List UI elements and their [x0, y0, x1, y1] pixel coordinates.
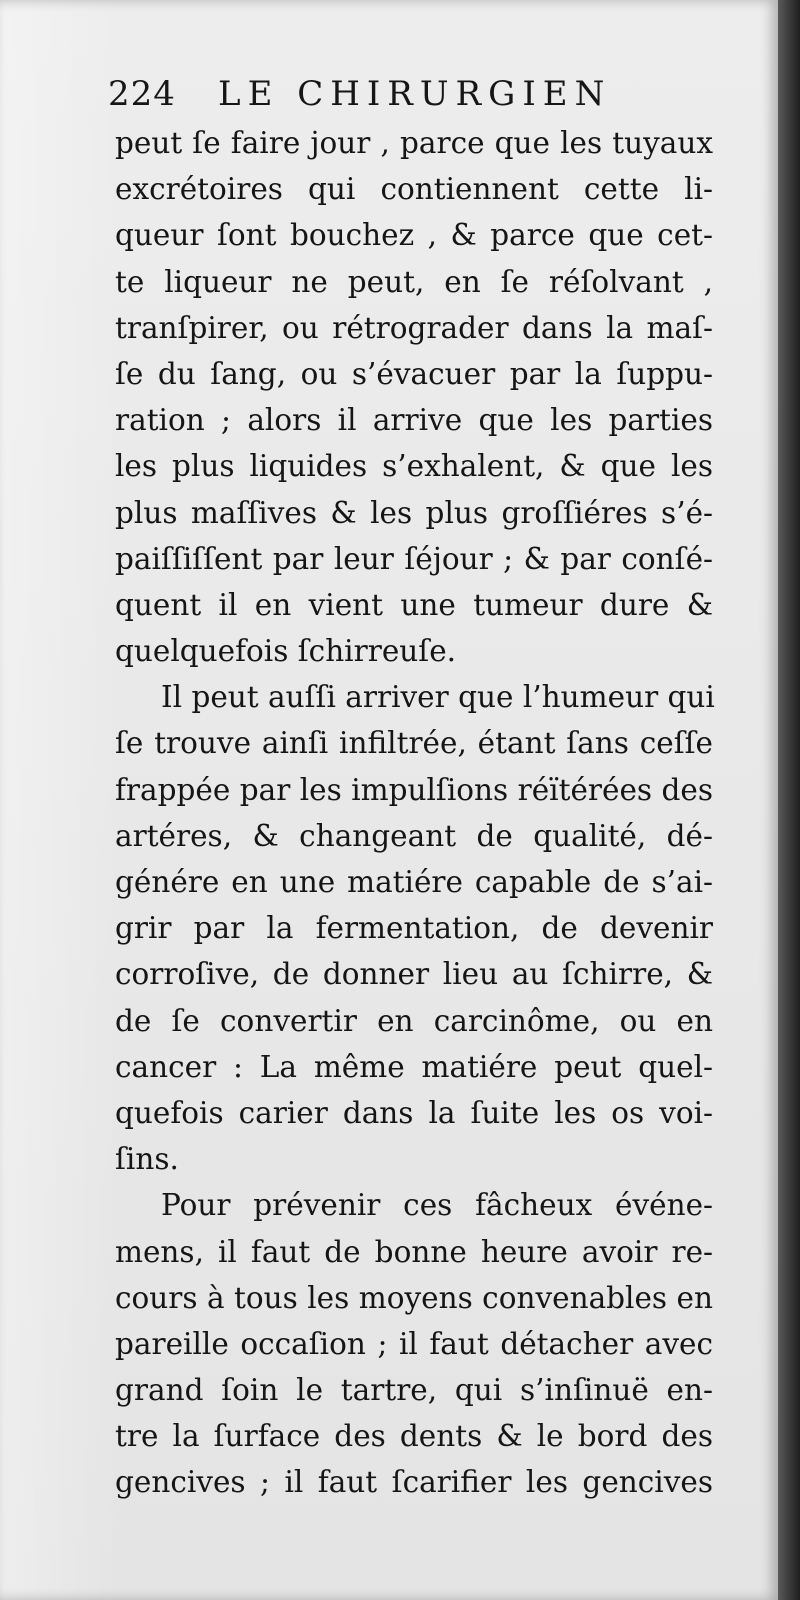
text-line: Pour prévenir ces fâcheux événe- [161, 1188, 713, 1223]
text-line: ſe du ſang, ou s’évacuer par la ſuppu- [115, 356, 713, 391]
text-line: queur ſont bouchez , & parce que cet- [115, 218, 713, 253]
body-text [115, 120, 713, 1506]
text-line: génére en une matiére capable de s’ai- [115, 865, 713, 899]
text-line: de ſe convertir en carcinôme, ou en [115, 1003, 713, 1038]
text-line: quefois carier dans la ſuite les os voi- [115, 1095, 713, 1130]
text-line: peut ſe faire jour , parce que les tuyaux [115, 126, 713, 160]
text-line: artéres, & changeant de qualité, dé- [115, 818, 713, 853]
text-line: gencives ; il faut ſcarifier les gencives [115, 1465, 713, 1500]
text-line: quent il en vient une tumeur dure & [115, 587, 713, 622]
text-line: te liqueur ne peut, en ſe réſolvant , [115, 264, 713, 299]
paragraph-1 [115, 120, 713, 674]
text-line: grir par la fermentation, de devenir [115, 911, 713, 946]
text-line: corroſive, de donner lieu au ſchirre, & [115, 957, 713, 992]
text-line: ration ; alors il arrive que les parties [115, 403, 713, 438]
text-line: frappée par les impulſions réïtérées des [115, 772, 713, 807]
text-line: ſins. [115, 1142, 179, 1177]
text-line: mens, il faut de bonne heure avoir re- [115, 1234, 713, 1269]
text-line: tranſpirer, ou rétrograder dans la maſ- [115, 310, 713, 345]
text-line: Il peut auſſi arriver que l’humeur qui [161, 680, 715, 715]
paragraph-3 [115, 1182, 713, 1505]
text-line: ſe trouve ainſi infiltrée, étant ſans ceſſe [115, 726, 713, 761]
page-edge-shadow [778, 0, 800, 1600]
running-head: LE CHIRURGIEN [218, 74, 612, 114]
text-line: quelquefois ſchirreuſe. [115, 634, 457, 669]
text-line: paiſſiſſent par leur ſéjour ; & par conſé- [115, 541, 713, 576]
text-line: grand ſoin le tartre, qui s’inſinuë en- [115, 1373, 713, 1408]
text-line: cours à tous les moyens convenables en [115, 1280, 713, 1315]
text-line: pareille occaſion ; il faut détacher avec [115, 1326, 713, 1361]
text-line: cancer : La même matiére peut quel- [115, 1049, 713, 1084]
page-number: 224 [108, 74, 176, 114]
text-line: plus maſſives & les plus groſſiéres s’é- [115, 495, 713, 530]
text-line: tre la ſurface des dents & le bord des [115, 1419, 713, 1454]
paragraph-2 [115, 674, 713, 1182]
text-line: les plus liquides s’exhalent, & que les [115, 449, 713, 484]
page-header [108, 70, 708, 122]
text-line: excrétoires qui contiennent cette li- [115, 172, 713, 207]
